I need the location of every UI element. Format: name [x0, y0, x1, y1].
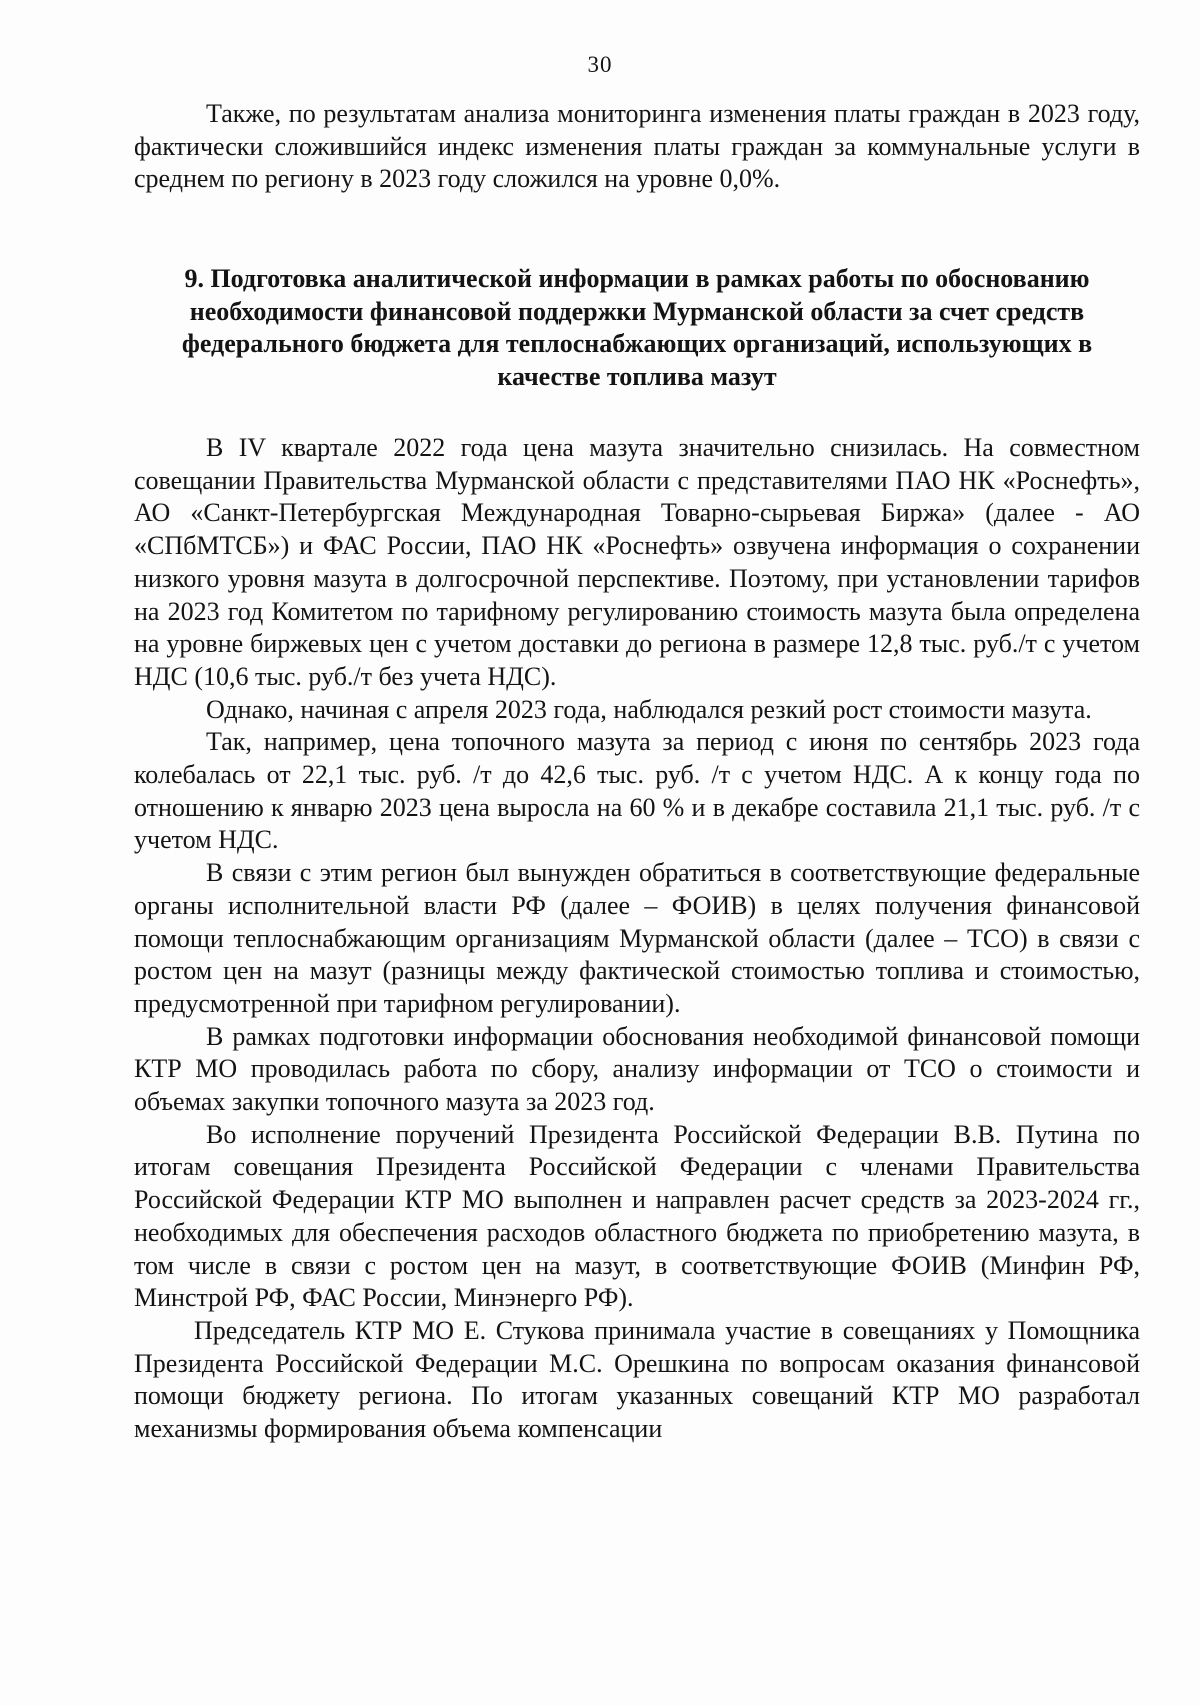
paragraph-meetings: Председатель КТР МО Е. Стукова принимала участие в совещаниях у Помощника Президента Российской Федерации М.С. Орешкина по вопросам оказания финансовой помощи бюджету региона. По итогам указанных совещаний КТР МО разработал механизмы формирования объема компенсации: [134, 1315, 1140, 1444]
paragraph-price-example: Так, например, цена топочного мазута за период с июня по сентябрь 2023 года колебалась от 22,1 тыс. руб. /т до 42,6 тыс. руб. /т с учетом НДС. А к концу года по отношению к январю 2023 цена выросла на 60 % и в декабре составила 21,1 тыс. руб. /т с учетом НДС.: [134, 727, 1140, 855]
paragraph-price-growth: Однако, начиная с апреля 2023 года, наблюдался резкий рост стоимости мазута.: [206, 694, 1092, 724]
paragraph-data-collection: В рамках подготовки информации обоснования необходимой финансовой помощи КТР МО проводилась работа по сбору, анализу информации от ТСО о стоимости и объемах закупки топочного мазута за 2023 год.: [134, 1021, 1140, 1117]
paragraph-appeal-foiv: В связи с этим регион был вынужден обратиться в соответствующие федеральные органы исполнительной власти РФ (далее – ФОИВ) в целях получения финансовой помощи теплоснабжающим организациям Мурманской области (далее – ТСО) в связи с ростом цен на мазут (разницы между фактической стоимостью топлива и стоимостью, предусмотренной при тарифном регулировании).: [134, 858, 1140, 1018]
section-body: [134, 432, 1140, 1446]
page-number: 30: [587, 52, 613, 77]
paragraph-price-decline: В IV квартале 2022 года цена мазута значительно снизилась. На совместном совещании Правительства Мурманской области с представителями ПАО НК «Роснефть», АО «Санкт-Петербургская Международная Товарно-сырьевая Биржа» (далее - АО «СПбМТСБ») и ФАС России, ПАО НК «Роснефть» озвучена информация о сохранении низкого уровня мазута в долгосрочной перспективе. Поэтому, при установлении тарифов на 2023 год Комитетом по тарифному регулированию стоимость мазута была определена на уровне биржевых цен с учетом доставки до региона в размере 12,8 тыс. руб./т с учетом НДС (10,6 тыс. руб./т без учета НДС).: [134, 433, 1140, 691]
intro-block: [134, 98, 1140, 196]
intro-paragraph: Также, по результатам анализа мониторинга изменения платы граждан в 2023 году, фактически сложившийся индекс изменения платы граждан за коммунальные услуги в среднем по региону в 2023 году сложился на уровне 0,0%.: [134, 99, 1140, 194]
section-heading: 9. Подготовка аналитической информации в рамках работы по обоснованию необходимости финансовой поддержки Мурманской области за счет средств федерального бюджета для теплоснабжающих организаций, использующих в качестве топлива мазут: [181, 264, 1093, 391]
paragraph-president-orders: Во исполнение поручений Президента Российской Федерации В.В. Путина по итогам совещания Президента Российской Федерации с членами Правительства Российской Федерации КТР МО выполнен и направлен расчет средств за 2023-2024 гг., необходимых для обеспечения расходов областного бюджета по приобретению мазута, в том числе в связи с ростом цен на мазут, в соответствующие ФОИВ (Минфин РФ, Минстрой РФ, ФАС России, Минэнерго РФ).: [134, 1119, 1140, 1313]
